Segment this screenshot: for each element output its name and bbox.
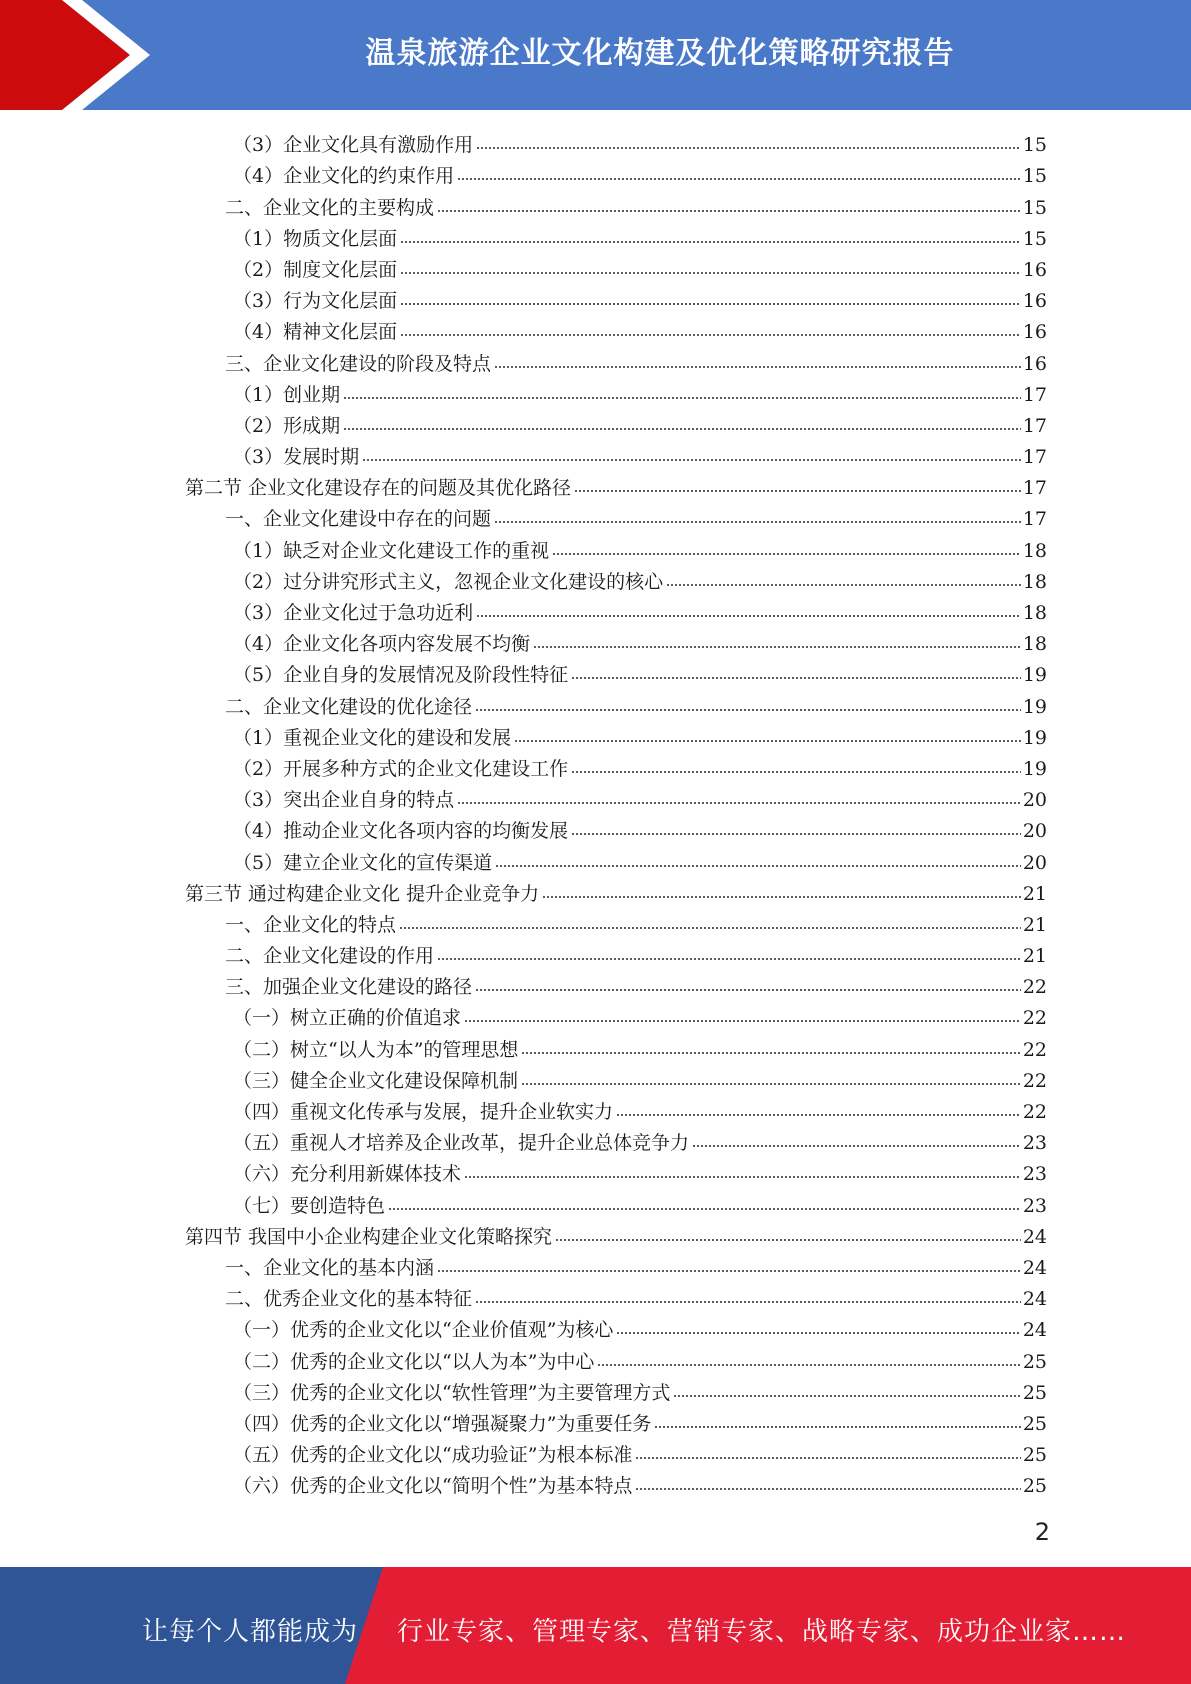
toc-entry-page: 24 — [1022, 1256, 1047, 1279]
toc-entry-title: （五）重视人才培养及企业改革，提升企业总体竞争力 — [233, 1132, 690, 1155]
toc-entry-page: 18 — [1022, 539, 1047, 562]
table-of-contents — [185, 127, 1047, 1499]
toc-entry[interactable] — [185, 1406, 1047, 1437]
toc-entry-page: 22 — [1022, 1007, 1047, 1030]
toc-dot-leader — [464, 1018, 1021, 1024]
toc-entry[interactable] — [185, 657, 1047, 688]
toc-entry[interactable] — [185, 439, 1047, 470]
toc-dot-leader — [437, 208, 1021, 214]
toc-dot-leader — [514, 738, 1021, 744]
page-number: 2 — [1034, 1518, 1050, 1546]
toc-entry-page: 17 — [1022, 446, 1047, 469]
toc-entry[interactable] — [185, 1281, 1047, 1312]
footer-slogan-left: 让每个人都能成为 — [142, 1617, 359, 1647]
toc-entry-title: （3）发展时期 — [233, 446, 360, 469]
toc-entry[interactable] — [185, 844, 1047, 875]
toc-entry[interactable] — [185, 1219, 1047, 1250]
toc-entry-page: 25 — [1022, 1350, 1047, 1373]
toc-dot-leader — [654, 1424, 1020, 1430]
page-footer — [0, 1567, 1191, 1684]
toc-entry-title: （2）制度文化层面 — [233, 258, 398, 281]
toc-entry-title: （1）重视企业文化的建设和发展 — [233, 726, 512, 749]
toc-dot-leader — [388, 1206, 1021, 1212]
toc-entry-page: 23 — [1022, 1194, 1047, 1217]
toc-entry[interactable] — [185, 1375, 1047, 1406]
toc-entry-title: （七）要创造特色 — [233, 1194, 386, 1217]
toc-entry-title: 第三节 通过构建企业文化 提升企业竞争力 — [185, 882, 540, 905]
toc-entry[interactable] — [185, 158, 1047, 189]
toc-entry[interactable] — [185, 938, 1047, 969]
toc-dot-leader — [571, 831, 1021, 837]
toc-dot-leader — [495, 863, 1021, 869]
toc-dot-leader — [533, 644, 1021, 650]
toc-dot-leader — [437, 956, 1021, 962]
toc-entry-title: （4）企业文化各项内容发展不均衡 — [233, 633, 531, 656]
toc-dot-leader — [400, 301, 1021, 307]
toc-entry[interactable] — [185, 876, 1047, 907]
toc-entry-title: （1）创业期 — [233, 383, 341, 406]
toc-dot-leader — [475, 707, 1021, 713]
toc-dot-leader — [437, 1268, 1021, 1274]
toc-entry[interactable] — [185, 720, 1047, 751]
toc-dot-leader — [400, 270, 1021, 276]
toc-dot-leader — [597, 1362, 1020, 1368]
toc-entry-page: 15 — [1022, 196, 1047, 219]
page-header — [0, 0, 1191, 110]
toc-dot-leader — [692, 1143, 1021, 1149]
toc-entry-title: （1）缺乏对企业文化建设工作的重视 — [233, 539, 550, 562]
toc-dot-leader — [666, 582, 1021, 588]
toc-dot-leader — [616, 1112, 1021, 1118]
toc-dot-leader — [571, 769, 1021, 775]
toc-entry-page: 22 — [1022, 976, 1047, 999]
toc-entry-title: （2）开展多种方式的企业文化建设工作 — [233, 757, 569, 780]
footer-slogan-right: 行业专家、管理专家、营销专家、战略专家、成功企业家…… — [397, 1617, 1127, 1647]
toc-entry[interactable] — [185, 1187, 1047, 1218]
toc-dot-leader — [574, 488, 1021, 494]
toc-dot-leader — [521, 1081, 1021, 1087]
toc-entry[interactable] — [185, 626, 1047, 657]
toc-entry-title: （5）企业自身的发展情况及阶段性特征 — [233, 664, 569, 687]
toc-entry-page: 19 — [1022, 726, 1047, 749]
toc-entry-title: （一）树立正确的价值追求 — [233, 1007, 462, 1030]
toc-entry-title: （六）充分利用新媒体技术 — [233, 1163, 462, 1186]
toc-entry[interactable] — [185, 1094, 1047, 1125]
toc-entry-title: （四）优秀的企业文化以“增强凝聚力”为重要任务 — [233, 1412, 652, 1435]
toc-entry[interactable] — [185, 1000, 1047, 1031]
toc-entry-title: （3）企业文化具有激励作用 — [233, 134, 474, 157]
toc-dot-leader — [494, 519, 1021, 525]
toc-dot-leader — [400, 332, 1021, 338]
toc-entry[interactable] — [185, 532, 1047, 563]
toc-entry-title: （二）优秀的企业文化以“以人为本”为中心 — [233, 1350, 595, 1373]
toc-dot-leader — [362, 457, 1021, 463]
toc-entry-title: 第四节 我国中小企业构建企业文化策略探究 — [185, 1225, 553, 1248]
toc-dot-leader — [475, 1299, 1021, 1305]
toc-entry-title: （3）企业文化过于急功近利 — [233, 602, 474, 624]
toc-entry-title: （一）优秀的企业文化以“企业价值观”为核心 — [233, 1319, 614, 1342]
toc-dot-leader — [635, 1455, 1020, 1461]
toc-entry-page: 20 — [1022, 820, 1047, 843]
toc-entry-page: 20 — [1022, 789, 1047, 812]
document-title: 温泉旅游企业文化构建及优化策略研究报告 — [365, 36, 955, 71]
toc-entry-page: 25 — [1022, 1381, 1047, 1404]
toc-entry[interactable] — [185, 408, 1047, 439]
toc-entry-title: 第二节 企业文化建设存在的问题及其优化路径 — [185, 477, 572, 500]
toc-dot-leader — [343, 395, 1021, 401]
toc-entry-page: 24 — [1022, 1288, 1047, 1311]
toc-entry-title: （3）突出企业自身的特点 — [233, 789, 455, 812]
toc-entry-page: 25 — [1022, 1475, 1047, 1498]
toc-entry[interactable] — [185, 1250, 1047, 1281]
toc-entry[interactable] — [185, 345, 1047, 376]
toc-entry[interactable] — [185, 1031, 1047, 1062]
toc-entry-page: 25 — [1022, 1444, 1047, 1467]
toc-entry-title: 二、企业文化建设的优化途径 — [225, 695, 473, 718]
toc-entry-title: （4）推动企业文化各项内容的均衡发展 — [233, 820, 569, 843]
toc-entry[interactable] — [185, 813, 1047, 844]
toc-entry-title: （3）行为文化层面 — [233, 290, 398, 313]
toc-entry[interactable] — [185, 969, 1047, 1000]
toc-entry-page: 25 — [1022, 1412, 1047, 1435]
toc-entry-page: 24 — [1022, 1225, 1047, 1248]
header-chevron-icon — [0, 0, 160, 110]
toc-entry-title: （4）企业文化的约束作用 — [233, 165, 455, 188]
toc-entry-title: （2）形成期 — [233, 414, 341, 437]
toc-entry-title: 一、企业文化的特点 — [225, 913, 397, 936]
toc-entry[interactable] — [185, 377, 1047, 408]
toc-dot-leader — [521, 1050, 1020, 1056]
toc-entry-page: 17 — [1022, 383, 1047, 406]
toc-dot-leader — [571, 675, 1021, 681]
toc-entry-page: 21 — [1022, 945, 1047, 968]
toc-entry-title: （四）重视文化传承与发展，提升企业软实力 — [233, 1101, 614, 1123]
toc-entry[interactable] — [185, 1468, 1047, 1499]
toc-entry-page: 18 — [1022, 633, 1047, 656]
toc-dot-leader — [635, 1486, 1020, 1492]
toc-entry[interactable] — [185, 252, 1047, 283]
toc-entry-page: 19 — [1022, 757, 1047, 780]
toc-dot-leader — [457, 176, 1021, 182]
toc-entry[interactable] — [185, 501, 1047, 532]
toc-dot-leader — [673, 1393, 1020, 1399]
toc-entry-title: 三、加强企业文化建设的路径 — [225, 976, 473, 999]
toc-entry[interactable] — [185, 221, 1047, 252]
toc-entry-page: 15 — [1022, 134, 1047, 157]
toc-entry[interactable] — [185, 751, 1047, 782]
toc-entry-page: 22 — [1022, 1069, 1047, 1092]
toc-entry-title: 二、企业文化建设的作用 — [225, 945, 435, 968]
toc-dot-leader — [555, 1237, 1021, 1243]
toc-entry-page: 16 — [1022, 352, 1047, 375]
toc-entry-page: 18 — [1022, 570, 1047, 593]
toc-dot-leader — [399, 925, 1021, 931]
toc-entry[interactable] — [185, 1156, 1047, 1187]
toc-entry-title: （六）优秀的企业文化以“简明个性”为基本特点 — [233, 1475, 633, 1498]
toc-entry-page: 16 — [1022, 290, 1047, 313]
toc-entry-title: （二）树立“以人为本”的管理思想 — [233, 1038, 519, 1061]
toc-entry-page: 16 — [1022, 321, 1047, 344]
toc-entry[interactable] — [185, 283, 1047, 314]
toc-dot-leader — [494, 364, 1021, 370]
toc-entry[interactable] — [185, 1125, 1047, 1156]
toc-dot-leader — [457, 800, 1021, 806]
toc-entry[interactable] — [185, 595, 1047, 626]
toc-entry-page: 21 — [1022, 913, 1047, 936]
toc-entry[interactable] — [185, 688, 1047, 719]
toc-entry[interactable] — [185, 907, 1047, 938]
toc-entry-page: 18 — [1022, 602, 1047, 624]
toc-entry-title: （2）过分讲究形式主义，忽视企业文化建设的核心 — [233, 570, 664, 593]
toc-dot-leader — [542, 894, 1021, 900]
toc-entry[interactable] — [185, 314, 1047, 345]
toc-dot-leader — [475, 987, 1021, 993]
toc-entry-page: 23 — [1022, 1132, 1047, 1155]
toc-entry-page: 23 — [1022, 1163, 1047, 1186]
toc-entry[interactable] — [185, 1312, 1047, 1343]
toc-entry-title: （三）优秀的企业文化以“软性管理”为主要管理方式 — [233, 1381, 671, 1404]
toc-entry-page: 21 — [1022, 882, 1047, 905]
toc-entry[interactable] — [185, 1437, 1047, 1468]
toc-dot-leader — [343, 426, 1021, 432]
toc-entry-page: 24 — [1022, 1319, 1047, 1342]
toc-entry-page: 22 — [1022, 1038, 1047, 1061]
toc-entry-page: 19 — [1022, 695, 1047, 718]
toc-entry-page: 17 — [1022, 508, 1047, 531]
toc-entry-title: 三、企业文化建设的阶段及特点 — [225, 352, 492, 375]
toc-dot-leader — [476, 145, 1021, 151]
toc-entry[interactable] — [185, 564, 1047, 595]
toc-dot-leader — [616, 1330, 1020, 1336]
toc-entry-page: 20 — [1022, 851, 1047, 874]
toc-entry-title: 一、企业文化建设中存在的问题 — [225, 508, 492, 531]
toc-dot-leader — [476, 613, 1021, 619]
toc-dot-leader — [400, 239, 1021, 245]
toc-entry-title: （1）物质文化层面 — [233, 227, 398, 250]
toc-entry-page: 22 — [1022, 1101, 1047, 1123]
toc-entry[interactable] — [185, 127, 1047, 158]
toc-dot-leader — [552, 551, 1021, 557]
toc-entry-title: 二、企业文化的主要构成 — [225, 196, 435, 219]
toc-entry-page: 19 — [1022, 664, 1047, 687]
toc-entry-title: （5）建立企业文化的宣传渠道 — [233, 851, 493, 874]
toc-entry-title: （4）精神文化层面 — [233, 321, 398, 344]
toc-entry[interactable] — [185, 470, 1047, 501]
toc-entry-title: 二、优秀企业文化的基本特征 — [225, 1288, 473, 1311]
toc-entry[interactable] — [185, 1343, 1047, 1374]
toc-entry-page: 15 — [1022, 165, 1047, 188]
toc-entry[interactable] — [185, 1063, 1047, 1094]
toc-dot-leader — [464, 1174, 1021, 1180]
toc-entry-title: 一、企业文化的基本内涵 — [225, 1256, 435, 1279]
toc-entry[interactable] — [185, 782, 1047, 813]
toc-entry-title: （三）健全企业文化建设保障机制 — [233, 1069, 519, 1092]
toc-entry-page: 15 — [1022, 227, 1047, 250]
toc-entry-title: （五）优秀的企业文化以“成功验证”为根本标准 — [233, 1444, 633, 1467]
toc-entry[interactable] — [185, 189, 1047, 220]
toc-entry-page: 17 — [1022, 414, 1047, 437]
toc-entry-page: 17 — [1022, 477, 1047, 500]
toc-entry-page: 16 — [1022, 258, 1047, 281]
